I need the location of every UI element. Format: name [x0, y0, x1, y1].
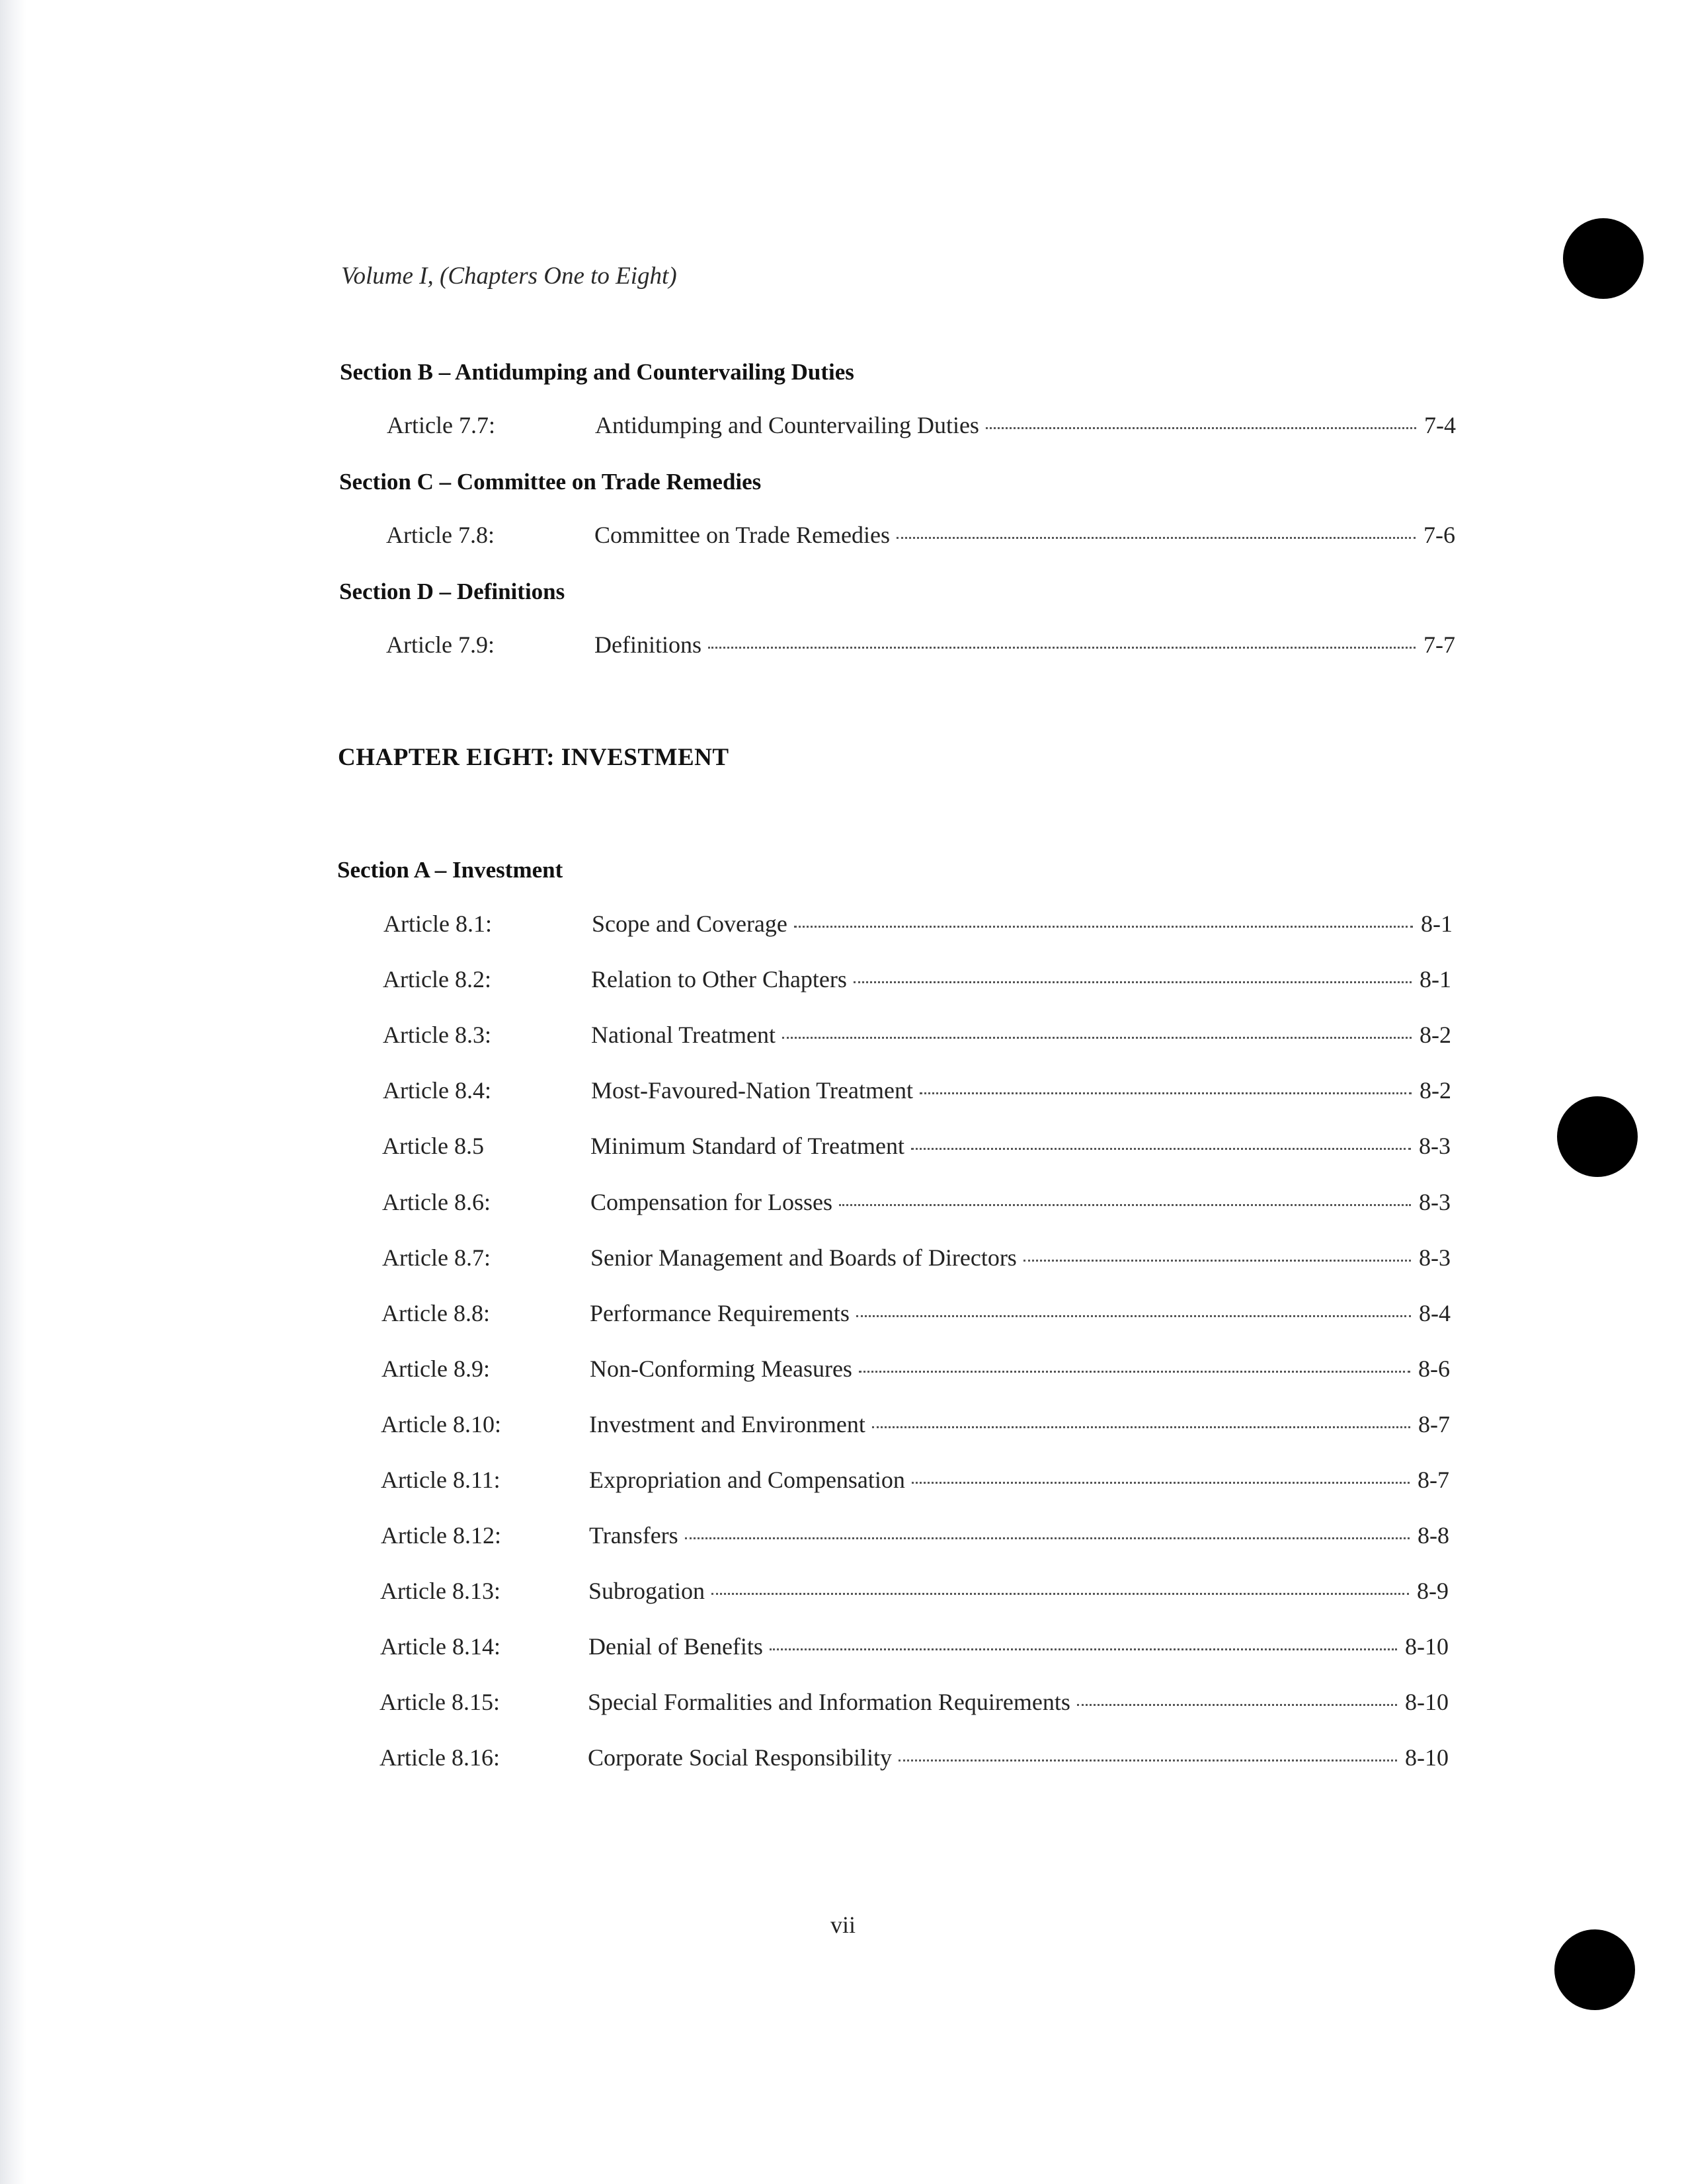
article-title: Most-Favoured-Nation Treatment [591, 1077, 913, 1104]
section-heading-d: Section D – Definitions [339, 579, 565, 604]
page-number: 7-6 [1423, 522, 1455, 548]
article-number: Article 8.7: [382, 1244, 491, 1271]
punch-hole-middle [1557, 1096, 1638, 1177]
scan-edge [0, 0, 26, 2184]
toc-entry[interactable] [380, 1577, 1449, 1610]
page-number: 8-9 [1417, 1578, 1449, 1604]
dot-leader [839, 1204, 1411, 1206]
article-title: Expropriation and Compensation [589, 1467, 905, 1493]
article-title: Antidumping and Countervailing Duties [595, 412, 979, 438]
article-number: Article 7.9: [386, 631, 495, 658]
article-title: Scope and Coverage [592, 910, 787, 937]
dot-leader [856, 1315, 1411, 1317]
article-title: Senior Management and Boards of Directors [590, 1244, 1017, 1271]
page-number: 8-10 [1405, 1689, 1449, 1715]
article-number: Article 8.14: [380, 1633, 501, 1660]
page-number: 8-3 [1419, 1133, 1451, 1159]
article-title: National Treatment [591, 1022, 776, 1048]
dot-leader [897, 537, 1416, 539]
toc-entry[interactable] [383, 910, 1453, 943]
article-number: Article 8.15: [380, 1689, 500, 1715]
article-title: Subrogation [588, 1578, 705, 1604]
article-number: Article 7.7: [387, 412, 495, 438]
toc-entry[interactable] [380, 1633, 1449, 1666]
dot-leader [912, 1482, 1410, 1484]
dot-leader [708, 647, 1416, 649]
article-number: Article 8.1: [383, 910, 492, 937]
article-title: Compensation for Losses [590, 1189, 832, 1215]
toc-entry[interactable] [380, 1744, 1449, 1777]
chapter-heading: CHAPTER EIGHT: INVESTMENT [338, 744, 729, 771]
article-title: Relation to Other Chapters [591, 966, 847, 992]
toc-entry[interactable] [380, 1688, 1449, 1721]
article-number: Article 7.8: [386, 522, 495, 548]
punch-hole-bottom [1554, 1929, 1635, 2010]
article-number: Article 8.2: [383, 966, 491, 992]
page-number: 8-4 [1419, 1300, 1451, 1326]
article-title: Denial of Benefits [588, 1633, 763, 1660]
dot-leader [920, 1092, 1412, 1094]
toc-entry[interactable] [387, 411, 1456, 444]
page-number: 8-1 [1420, 966, 1451, 992]
article-number: Article 8.9: [381, 1355, 490, 1382]
page-number: 8-2 [1420, 1022, 1451, 1048]
toc-entry[interactable] [382, 1188, 1451, 1221]
page-folio: vii [830, 1912, 856, 1938]
toc-entry[interactable] [383, 1076, 1451, 1110]
page-number: 8-7 [1418, 1411, 1450, 1437]
page-number: 8-3 [1419, 1244, 1451, 1271]
page-number: 7-7 [1423, 631, 1455, 658]
dot-leader [859, 1371, 1410, 1373]
page-number: 8-10 [1405, 1744, 1449, 1771]
section-heading-c: Section C – Committee on Trade Remedies [339, 469, 762, 495]
dot-leader [854, 981, 1412, 983]
article-number: Article 8.8: [381, 1300, 490, 1326]
punch-hole-top [1563, 218, 1644, 299]
article-number: Article 8.3: [383, 1022, 491, 1048]
dot-leader [986, 427, 1416, 429]
toc-entry[interactable] [382, 1244, 1451, 1277]
article-title: Non-Conforming Measures [590, 1355, 852, 1382]
article-number: Article 8.13: [380, 1578, 501, 1604]
page-number: 8-6 [1418, 1355, 1450, 1382]
toc-entry[interactable] [382, 1132, 1451, 1165]
article-title: Performance Requirements [590, 1300, 850, 1326]
page-number: 8-10 [1405, 1633, 1449, 1660]
article-number: Article 8.16: [380, 1744, 500, 1771]
article-title: Definitions [594, 631, 701, 658]
article-number: Article 8.4: [383, 1077, 491, 1104]
running-head: Volume I, (Chapters One to Eight) [341, 263, 677, 290]
page-number: 8-3 [1419, 1189, 1451, 1215]
dot-leader [899, 1759, 1397, 1761]
dot-leader [794, 926, 1413, 928]
article-number: Article 8.11: [381, 1467, 501, 1493]
dot-leader [685, 1537, 1410, 1539]
toc-entry[interactable] [381, 1355, 1450, 1388]
page-number: 7-4 [1424, 412, 1456, 438]
article-title: Transfers [589, 1522, 678, 1549]
toc-entry[interactable] [383, 965, 1451, 998]
article-number: Article 8.6: [382, 1189, 491, 1215]
section-heading-a: Section A – Investment [337, 857, 563, 883]
dot-leader [872, 1426, 1410, 1428]
toc-entry[interactable] [381, 1299, 1451, 1332]
article-title: Minimum Standard of Treatment [590, 1133, 904, 1159]
page-number: 8-7 [1418, 1467, 1449, 1493]
article-title: Corporate Social Responsibility [588, 1744, 892, 1771]
toc-entry[interactable] [386, 521, 1455, 554]
article-number: Article 8.5 [382, 1133, 484, 1159]
toc-entry[interactable] [386, 631, 1455, 664]
dot-leader [1023, 1260, 1411, 1262]
dot-leader [911, 1148, 1411, 1150]
dot-leader [770, 1648, 1397, 1650]
page-number: 8-8 [1418, 1522, 1449, 1549]
article-number: Article 8.10: [381, 1411, 501, 1437]
dot-leader [782, 1037, 1412, 1039]
article-number: Article 8.12: [381, 1522, 501, 1549]
section-heading-b: Section B – Antidumping and Countervailing Duties [340, 359, 854, 385]
article-title: Special Formalities and Information Requirements [588, 1689, 1070, 1715]
page-number: 8-2 [1420, 1077, 1451, 1104]
toc-entry[interactable] [383, 1021, 1451, 1054]
dot-leader [1077, 1704, 1397, 1706]
toc-entry[interactable] [381, 1466, 1449, 1499]
toc-entry[interactable] [381, 1521, 1449, 1555]
page-number: 8-1 [1421, 910, 1453, 937]
toc-entry[interactable] [381, 1410, 1450, 1443]
dot-leader [711, 1593, 1409, 1595]
article-title: Committee on Trade Remedies [594, 522, 890, 548]
article-title: Investment and Environment [589, 1411, 865, 1437]
